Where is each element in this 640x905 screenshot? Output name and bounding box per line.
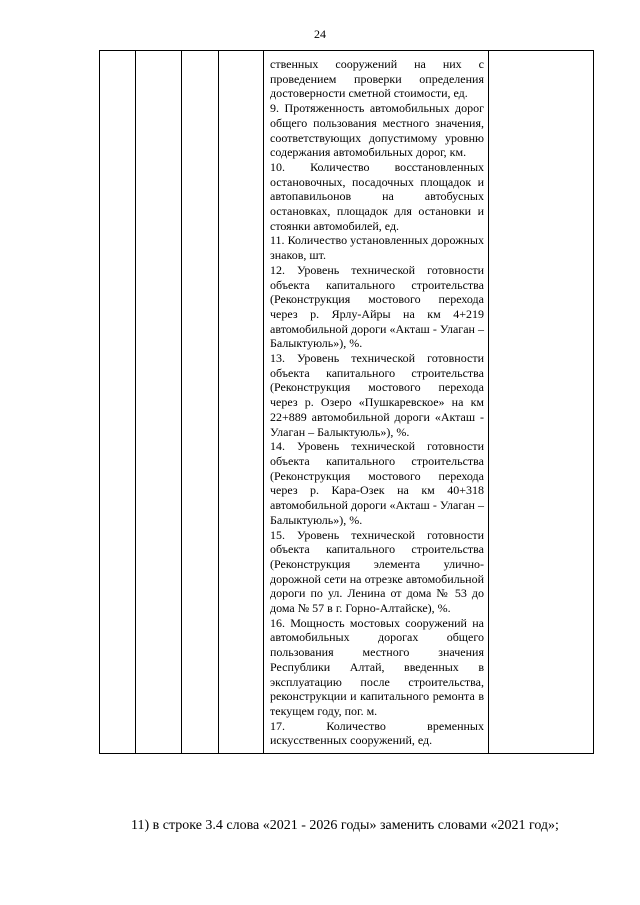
table-cell-6 (489, 51, 594, 754)
table-cell-3 (182, 51, 219, 754)
indicator-paragraph: 16. Мощность мостовых сооружений на автомобильных дорогах общего пользования местного значения Республики Алтай, введенных в эксплуатацию после строительства, реконструкции и капитального ремонта в текущем году, пог. м. (270, 615, 484, 718)
indicator-paragraph: 12. Уровень технической готовности объекта капитального строительства (Реконструкция мостового перехода через р. Ярлу-Айры на км 4+219 автомобильной дороги «Акташ - Улаган – Балыктуюль»), %. (270, 262, 484, 351)
indicators-cell (264, 51, 489, 754)
table-cell-4 (219, 51, 264, 754)
indicator-paragraph: 14. Уровень технической готовности объекта капитального строительства (Реконструкция мостового перехода через р. Кара-Озек на км 40+318 автомобильной дороги «Акташ - Улаган – Балыктуюль»), %. (270, 439, 484, 527)
indicator-paragraph: 11. Количество установленных дорожных знаков, шт. (270, 233, 484, 263)
indicator-paragraph: 17. Количество временных искусственных сооружений, ед. (270, 718, 484, 748)
indicator-table (99, 50, 594, 754)
indicator-paragraph: 10. Количество восстановленных остановочных, посадочных площадок и автопавильонов на автобусных остановках, площадок для остановки и стоянки автомобилей, ед. (270, 159, 484, 233)
indicator-paragraph: 13. Уровень технической готовности объекта капитального строительства (Реконструкция мостового перехода через р. Озеро «Пушкаревское» на км 22+889 автомобильной дороги «Акташ - Улаган – Балыктуюль»), %. (270, 351, 484, 439)
amendment-text: 11) в строке 3.4 слова «2021 - 2026 годы» заменить словами «2021 год»; (131, 818, 559, 833)
indicator-paragraph: 15. Уровень технической готовности объекта капитального строительства (Реконструкция элемента улично-дорожной сети на отрезке автомобильной дороги по ул. Ленина от дома № 53 до дома № 57 в г. Горно-Алтайске), %. (270, 527, 484, 616)
table-cell-1 (100, 51, 136, 754)
table-row (100, 51, 594, 754)
table-cell-2 (136, 51, 182, 754)
page-number: 24 (314, 27, 326, 41)
indicator-paragraph: ственных сооружений на них с проведением проверки определения достоверности сметной стоимости, ед. (270, 57, 484, 101)
indicator-paragraph: 9. Протяженность автомобильных дорог общего пользования местного значения, соответствующих допустимому уровню содержания автомобильных дорог, км. (270, 101, 484, 160)
